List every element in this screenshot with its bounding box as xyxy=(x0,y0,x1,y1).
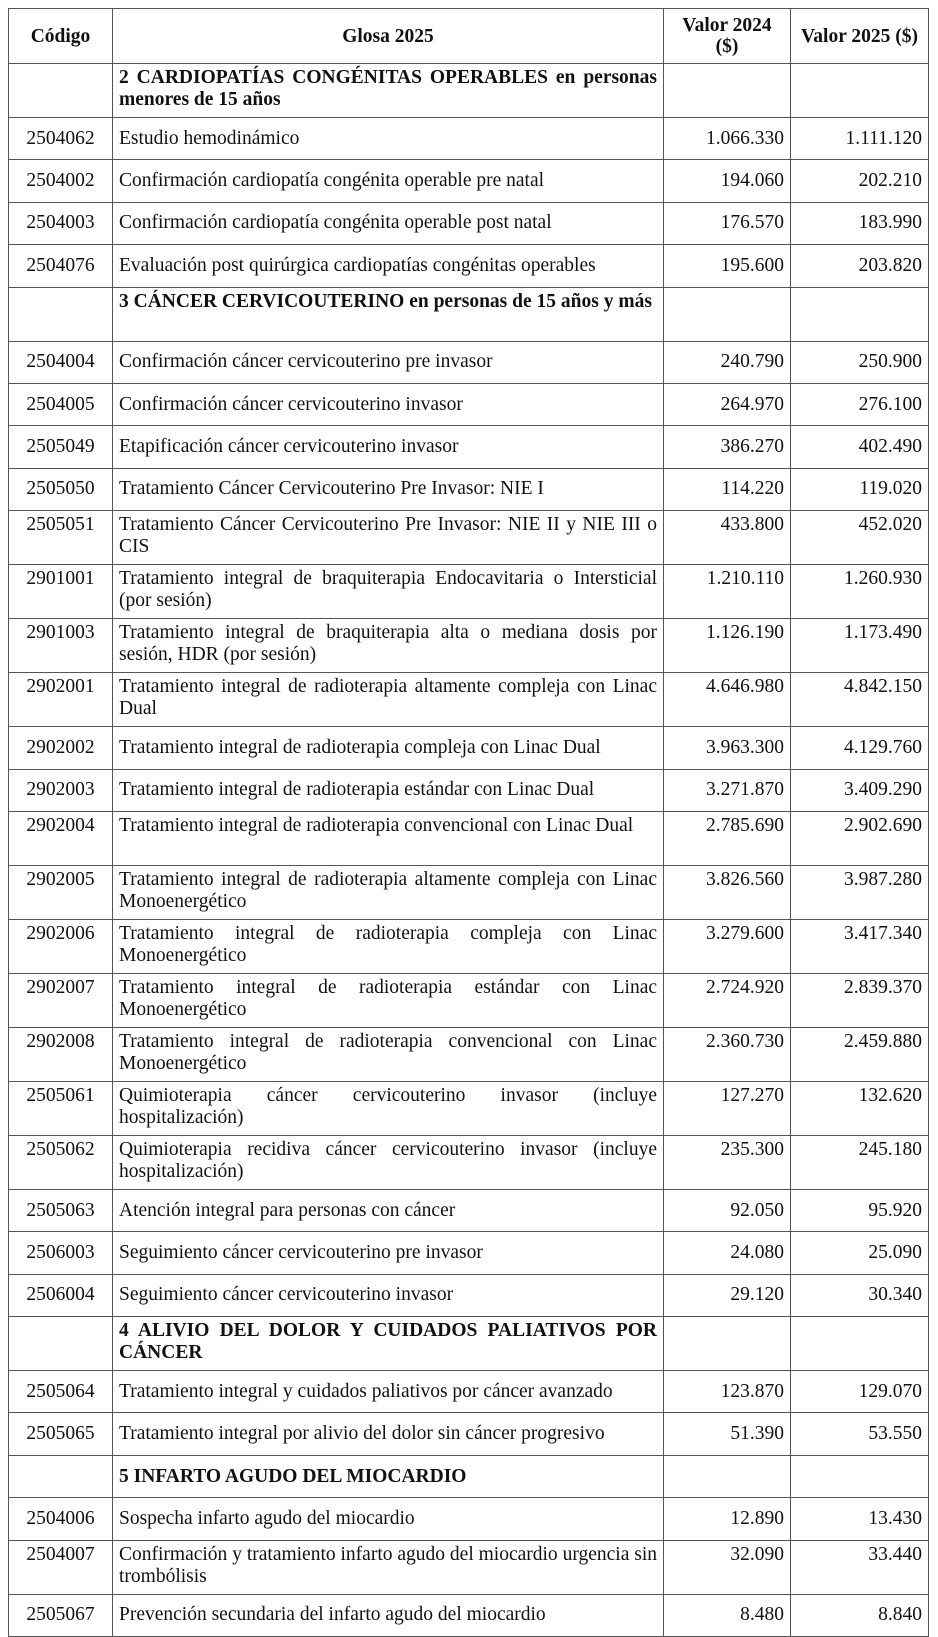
cell-code: 2505065 xyxy=(9,1413,113,1455)
table-row xyxy=(9,919,929,973)
cell-value-2025: 250.900 xyxy=(791,341,929,383)
cell-code xyxy=(9,64,113,118)
cell-value-2025: 1.111.120 xyxy=(791,118,929,160)
cell-value-2025: 53.550 xyxy=(791,1413,929,1455)
cell-value-2025: 1.173.490 xyxy=(791,619,929,673)
cell-code xyxy=(9,287,113,341)
table-row xyxy=(9,160,929,202)
cell-code: 2504004 xyxy=(9,341,113,383)
table-row xyxy=(9,118,929,160)
cell-value-2025 xyxy=(791,64,929,118)
cell-code: 2902006 xyxy=(9,919,113,973)
cell-glosa: Tratamiento integral de radioterapia altamente compleja con Linac Dual xyxy=(113,673,664,727)
table-row xyxy=(9,511,929,565)
cell-code: 2902002 xyxy=(9,727,113,769)
cell-value-2025: 3.987.280 xyxy=(791,865,929,919)
cell-value-2025: 1.260.930 xyxy=(791,565,929,619)
section-row xyxy=(9,1455,929,1497)
table-row xyxy=(9,811,929,865)
table-row xyxy=(9,865,929,919)
cell-value-2024: 386.270 xyxy=(664,426,791,468)
table-row xyxy=(9,673,929,727)
header-code: Código xyxy=(9,9,113,64)
cell-value-2025: 33.440 xyxy=(791,1540,929,1594)
cell-code: 2902003 xyxy=(9,769,113,811)
cell-value-2024: 2.724.920 xyxy=(664,973,791,1027)
section-row xyxy=(9,287,929,341)
header-glosa: Glosa 2025 xyxy=(113,9,664,64)
cell-value-2024 xyxy=(664,1317,791,1371)
cell-value-2024: 176.570 xyxy=(664,202,791,244)
table-row xyxy=(9,1232,929,1274)
tariff-table xyxy=(8,8,929,1637)
table-row xyxy=(9,1371,929,1413)
cell-glosa: Confirmación cardiopatía congénita operable post natal xyxy=(113,202,664,244)
cell-value-2024: 114.220 xyxy=(664,468,791,510)
cell-code: 2504002 xyxy=(9,160,113,202)
cell-glosa: Tratamiento integral de radioterapia convencional con Linac Dual xyxy=(113,811,664,865)
cell-code: 2505049 xyxy=(9,426,113,468)
header-value-2025: Valor 2025 ($) xyxy=(791,9,929,64)
cell-glosa: Confirmación y tratamiento infarto agudo del miocardio urgencia sin trombólisis xyxy=(113,1540,664,1594)
table-row xyxy=(9,1189,929,1231)
cell-code: 2506004 xyxy=(9,1274,113,1316)
cell-code: 2504062 xyxy=(9,118,113,160)
cell-glosa: Tratamiento integral de radioterapia estándar con Linac Monoenergético xyxy=(113,973,664,1027)
cell-glosa: Estudio hemodinámico xyxy=(113,118,664,160)
cell-glosa: Tratamiento integral de radioterapia convencional con Linac Monoenergético xyxy=(113,1027,664,1081)
table-row xyxy=(9,1594,929,1636)
cell-glosa: Tratamiento integral de radioterapia altamente compleja con Linac Monoenergético xyxy=(113,865,664,919)
table-row xyxy=(9,1498,929,1540)
cell-code: 2506003 xyxy=(9,1232,113,1274)
cell-glosa: 2 CARDIOPATÍAS CONGÉNITAS OPERABLES en personas menores de 15 años xyxy=(113,64,664,118)
cell-glosa: Tratamiento integral de braquiterapia alta o mediana dosis por sesión, HDR (por sesión) xyxy=(113,619,664,673)
table-row xyxy=(9,426,929,468)
cell-value-2024: 240.790 xyxy=(664,341,791,383)
cell-value-2024: 127.270 xyxy=(664,1081,791,1135)
cell-code: 2902005 xyxy=(9,865,113,919)
table-row xyxy=(9,1027,929,1081)
cell-value-2024: 8.480 xyxy=(664,1594,791,1636)
cell-glosa: Tratamiento integral de braquiterapia Endocavitaria o Intersticial (por sesión) xyxy=(113,565,664,619)
table-row xyxy=(9,245,929,287)
table-row xyxy=(9,727,929,769)
cell-value-2025: 25.090 xyxy=(791,1232,929,1274)
cell-value-2025: 8.840 xyxy=(791,1594,929,1636)
cell-value-2024: 51.390 xyxy=(664,1413,791,1455)
cell-code: 2505061 xyxy=(9,1081,113,1135)
cell-glosa: Tratamiento Cáncer Cervicouterino Pre Invasor: NIE I xyxy=(113,468,664,510)
cell-value-2024: 1.126.190 xyxy=(664,619,791,673)
table-row xyxy=(9,1081,929,1135)
table-row xyxy=(9,341,929,383)
cell-value-2025: 132.620 xyxy=(791,1081,929,1135)
cell-code xyxy=(9,1455,113,1497)
cell-value-2025: 2.902.690 xyxy=(791,811,929,865)
table-row xyxy=(9,1274,929,1316)
cell-code: 2505062 xyxy=(9,1135,113,1189)
cell-value-2025: 276.100 xyxy=(791,383,929,425)
cell-glosa: Confirmación cardiopatía congénita operable pre natal xyxy=(113,160,664,202)
cell-value-2024: 2.360.730 xyxy=(664,1027,791,1081)
cell-glosa: Tratamiento Cáncer Cervicouterino Pre Invasor: NIE II y NIE III o CIS xyxy=(113,511,664,565)
table-row xyxy=(9,468,929,510)
cell-value-2025: 245.180 xyxy=(791,1135,929,1189)
cell-glosa: Quimioterapia cáncer cervicouterino invasor (incluye hospitalización) xyxy=(113,1081,664,1135)
cell-glosa: 5 INFARTO AGUDO DEL MIOCARDIO xyxy=(113,1455,664,1497)
cell-code: 2902008 xyxy=(9,1027,113,1081)
cell-value-2025: 95.920 xyxy=(791,1189,929,1231)
cell-value-2025: 183.990 xyxy=(791,202,929,244)
cell-code xyxy=(9,1317,113,1371)
cell-value-2024: 264.970 xyxy=(664,383,791,425)
cell-value-2024: 12.890 xyxy=(664,1498,791,1540)
cell-code: 2902001 xyxy=(9,673,113,727)
cell-value-2024 xyxy=(664,64,791,118)
cell-value-2024: 3.271.870 xyxy=(664,769,791,811)
cell-glosa: Quimioterapia recidiva cáncer cervicouterino invasor (incluye hospitalización) xyxy=(113,1135,664,1189)
cell-code: 2504003 xyxy=(9,202,113,244)
cell-value-2025: 129.070 xyxy=(791,1371,929,1413)
cell-value-2024: 235.300 xyxy=(664,1135,791,1189)
cell-value-2024: 194.060 xyxy=(664,160,791,202)
cell-value-2024: 195.600 xyxy=(664,245,791,287)
cell-value-2025: 2.459.880 xyxy=(791,1027,929,1081)
cell-value-2024: 2.785.690 xyxy=(664,811,791,865)
table-row xyxy=(9,383,929,425)
cell-value-2024: 123.870 xyxy=(664,1371,791,1413)
cell-value-2024: 3.826.560 xyxy=(664,865,791,919)
cell-value-2024: 92.050 xyxy=(664,1189,791,1231)
cell-glosa: Prevención secundaria del infarto agudo del miocardio xyxy=(113,1594,664,1636)
table-row xyxy=(9,565,929,619)
cell-glosa: Evaluación post quirúrgica cardiopatías congénitas operables xyxy=(113,245,664,287)
cell-value-2024: 32.090 xyxy=(664,1540,791,1594)
cell-glosa: Tratamiento integral por alivio del dolor sin cáncer progresivo xyxy=(113,1413,664,1455)
cell-value-2025: 452.020 xyxy=(791,511,929,565)
cell-value-2025: 4.129.760 xyxy=(791,727,929,769)
cell-value-2025: 203.820 xyxy=(791,245,929,287)
cell-value-2024 xyxy=(664,287,791,341)
cell-value-2024: 3.963.300 xyxy=(664,727,791,769)
table-row xyxy=(9,1413,929,1455)
cell-glosa: Sospecha infarto agudo del miocardio xyxy=(113,1498,664,1540)
table-row xyxy=(9,973,929,1027)
cell-glosa: Atención integral para personas con cáncer xyxy=(113,1189,664,1231)
cell-value-2025: 119.020 xyxy=(791,468,929,510)
cell-value-2025: 402.490 xyxy=(791,426,929,468)
cell-value-2025: 2.839.370 xyxy=(791,973,929,1027)
cell-glosa: Confirmación cáncer cervicouterino invasor xyxy=(113,383,664,425)
cell-value-2024: 433.800 xyxy=(664,511,791,565)
cell-code: 2505067 xyxy=(9,1594,113,1636)
table-row xyxy=(9,619,929,673)
cell-glosa: Seguimiento cáncer cervicouterino invasor xyxy=(113,1274,664,1316)
cell-value-2025: 13.430 xyxy=(791,1498,929,1540)
cell-value-2024: 1.210.110 xyxy=(664,565,791,619)
cell-glosa: Tratamiento integral de radioterapia estándar con Linac Dual xyxy=(113,769,664,811)
cell-code: 2504005 xyxy=(9,383,113,425)
cell-code: 2505051 xyxy=(9,511,113,565)
cell-code: 2902007 xyxy=(9,973,113,1027)
cell-value-2025 xyxy=(791,1317,929,1371)
cell-glosa: Tratamiento integral de radioterapia compleja con Linac Dual xyxy=(113,727,664,769)
cell-code: 2505064 xyxy=(9,1371,113,1413)
cell-glosa: 4 ALIVIO DEL DOLOR Y CUIDADOS PALIATIVOS POR CÁNCER xyxy=(113,1317,664,1371)
section-row xyxy=(9,1317,929,1371)
cell-code: 2505050 xyxy=(9,468,113,510)
cell-value-2025: 3.409.290 xyxy=(791,769,929,811)
cell-code: 2902004 xyxy=(9,811,113,865)
cell-value-2024: 29.120 xyxy=(664,1274,791,1316)
cell-value-2025: 30.340 xyxy=(791,1274,929,1316)
cell-value-2024 xyxy=(664,1455,791,1497)
cell-code: 2504076 xyxy=(9,245,113,287)
header-value-2024: Valor 2024 ($) xyxy=(664,9,791,64)
cell-glosa: 3 CÁNCER CERVICOUTERINO en personas de 15 años y más xyxy=(113,287,664,341)
cell-glosa: Confirmación cáncer cervicouterino pre invasor xyxy=(113,341,664,383)
cell-code: 2505063 xyxy=(9,1189,113,1231)
section-row xyxy=(9,64,929,118)
cell-glosa: Etapificación cáncer cervicouterino invasor xyxy=(113,426,664,468)
table-row xyxy=(9,1540,929,1594)
cell-glosa: Tratamiento integral de radioterapia compleja con Linac Monoenergético xyxy=(113,919,664,973)
header-row xyxy=(9,9,929,64)
cell-value-2025: 3.417.340 xyxy=(791,919,929,973)
cell-glosa: Seguimiento cáncer cervicouterino pre invasor xyxy=(113,1232,664,1274)
cell-value-2024: 24.080 xyxy=(664,1232,791,1274)
cell-value-2025: 202.210 xyxy=(791,160,929,202)
cell-code: 2901003 xyxy=(9,619,113,673)
cell-value-2024: 1.066.330 xyxy=(664,118,791,160)
cell-code: 2504007 xyxy=(9,1540,113,1594)
table-row xyxy=(9,769,929,811)
cell-code: 2901001 xyxy=(9,565,113,619)
cell-value-2025 xyxy=(791,287,929,341)
cell-value-2024: 4.646.980 xyxy=(664,673,791,727)
table-row xyxy=(9,1135,929,1189)
cell-value-2025: 4.842.150 xyxy=(791,673,929,727)
cell-glosa: Tratamiento integral y cuidados paliativos por cáncer avanzado xyxy=(113,1371,664,1413)
cell-value-2025 xyxy=(791,1455,929,1497)
cell-code: 2504006 xyxy=(9,1498,113,1540)
table-row xyxy=(9,202,929,244)
cell-value-2024: 3.279.600 xyxy=(664,919,791,973)
